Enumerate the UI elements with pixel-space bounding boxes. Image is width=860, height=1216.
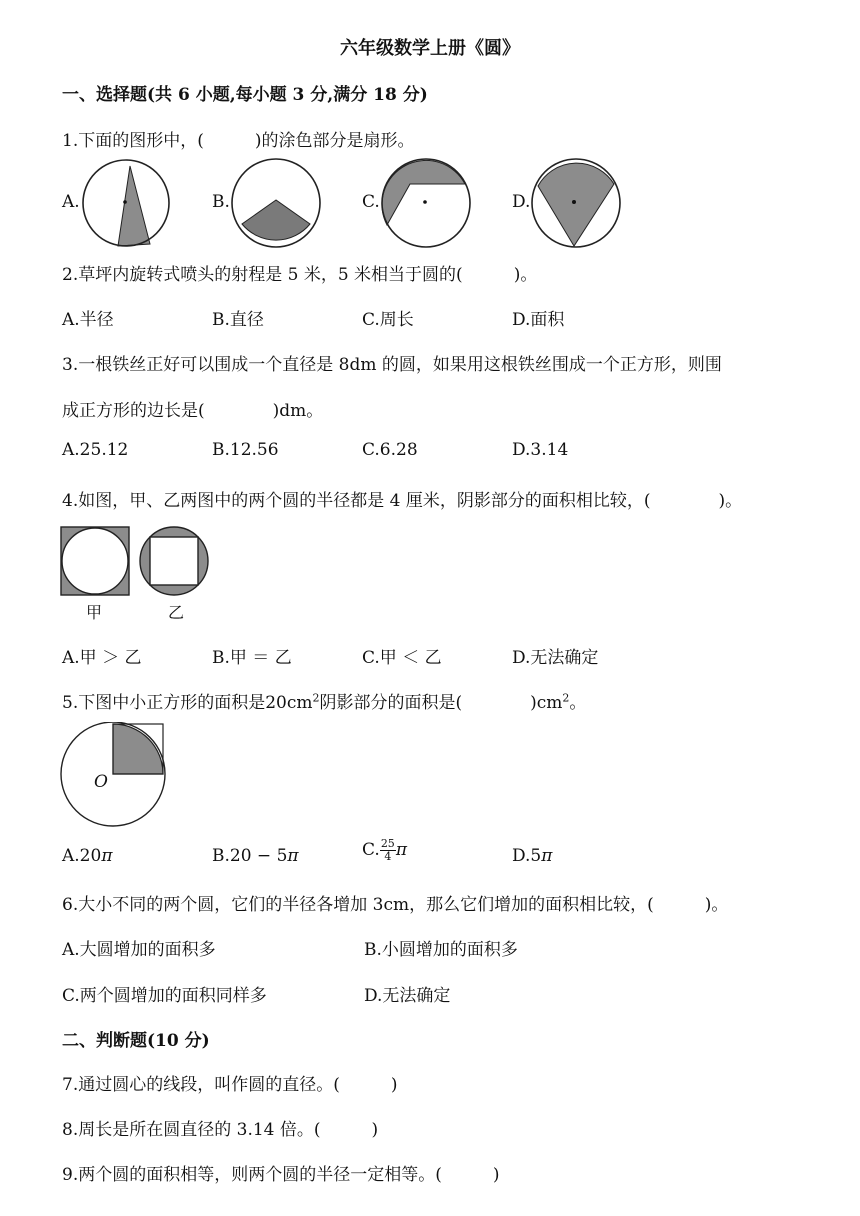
q1-c-shaded-region <box>382 160 465 225</box>
q5-figure <box>58 722 170 834</box>
q5-option-b-pi: π <box>287 846 299 866</box>
q1-d-center-dot <box>572 200 576 204</box>
q1-figure-c <box>380 158 472 250</box>
question-5 <box>62 688 586 713</box>
q5-fraction-numerator: 25 <box>380 837 395 850</box>
q5-fraction-denominator: 4 <box>384 850 392 863</box>
q4-label-jia: 甲 <box>86 603 103 622</box>
section-heading-judgment: 二、判断题(10 分) <box>62 1031 210 1051</box>
q3-option-d: D.3.14 <box>512 440 569 460</box>
q1-figure-b <box>230 158 322 250</box>
q1-label-a: A. <box>62 192 80 212</box>
q2-option-b: B.直径 <box>212 310 264 330</box>
q5-option-c-text: C. <box>362 840 380 860</box>
question-4: 4.如图，甲、乙两图中的两个圆的半径都是 4 厘米，阴影部分的面积相比较，( )。 <box>62 491 743 511</box>
q1-label-d: D. <box>512 192 531 212</box>
question-3-line-2: 成正方形的边长是( )dm。 <box>62 401 324 421</box>
question-3-line-1: 3.一根铁丝正好可以围成一个直径是 8dm 的圆，如果用这根铁丝围成一个正方形，则围 <box>62 355 722 375</box>
q2-option-c: C.周长 <box>362 310 414 330</box>
q6-option-b: B.小圆增加的面积多 <box>364 940 518 960</box>
q5-text-mid: 阴影部分的面积是( )cm <box>319 693 563 713</box>
q5-option-b-text: B.20 − 5 <box>212 846 288 866</box>
q4-jia-circle <box>62 528 128 594</box>
q2-option-a: A.半径 <box>62 310 114 330</box>
q6-option-c: C.两个圆增加的面积同样多 <box>62 986 267 1006</box>
q1-label-c: C. <box>362 192 380 212</box>
q5-option-b <box>212 846 299 866</box>
q1-d-shaded-region <box>538 163 614 246</box>
q5-shaded-quarter <box>113 724 163 774</box>
q2-option-d: D.面积 <box>512 310 565 330</box>
q1-c-center-dot <box>423 200 427 204</box>
q5-sup-1: 2 <box>312 691 320 705</box>
q1-figure-a <box>80 158 172 250</box>
section-heading-choice: 一、选择题(共 6 小题,每小题 3 分,满分 18 分) <box>62 85 428 105</box>
question-8: 8.周长是所在圆直径的 3.14 倍。( ) <box>62 1120 379 1140</box>
q5-option-d <box>512 846 552 866</box>
q6-option-d: D.无法确定 <box>364 986 451 1006</box>
q5-sup-2: 2 <box>562 691 570 705</box>
question-9: 9.两个圆的面积相等，则两个圆的半径一定相等。( ) <box>62 1165 500 1185</box>
q5-option-c-pi: π <box>395 840 407 860</box>
q4-option-a: A.甲 ＞ 乙 <box>62 648 142 668</box>
page-title: 六年级数学上册《圆》 <box>340 38 520 59</box>
q1-b-shaded-region <box>242 200 310 240</box>
question-7: 7.通过圆心的线段，叫作圆的直径。( ) <box>62 1075 398 1095</box>
q5-option-a <box>62 846 113 866</box>
q4-option-c: C.甲 ＜ 乙 <box>362 648 442 668</box>
q4-label-yi: 乙 <box>168 603 185 622</box>
q6-option-a: A.大圆增加的面积多 <box>62 940 216 960</box>
q1-a-center-dot <box>123 200 127 204</box>
q5-text-prefix: 5.下图中小正方形的面积是20cm <box>62 693 313 713</box>
q1-a-shaded-region <box>118 166 150 246</box>
q5-option-d-text: D.5 <box>512 846 542 866</box>
q3-option-c: C.6.28 <box>362 440 418 460</box>
q4-figure-yi <box>138 526 210 598</box>
question-6: 6.大小不同的两个圆，它们的半径各增加 3cm，那么它们增加的面积相比较，( )。 <box>62 895 729 915</box>
q4-option-d: D.无法确定 <box>512 648 599 668</box>
q5-option-d-pi: π <box>541 846 553 866</box>
q5-option-c-fraction <box>380 838 396 863</box>
q4-option-b: B.甲 ＝ 乙 <box>212 648 292 668</box>
q5-option-a-pi: π <box>101 846 113 866</box>
q3-option-b: B.12.56 <box>212 440 279 460</box>
q4-yi-square <box>150 537 198 585</box>
q5-text-end: 。 <box>569 693 587 713</box>
q1-label-b: B. <box>212 192 230 212</box>
q5-option-c <box>362 838 407 863</box>
question-1: 1.下面的图形中，( )的涂色部分是扇形。 <box>62 131 415 151</box>
q5-center-label: O <box>94 772 108 792</box>
q3-option-a: A.25.12 <box>62 440 129 460</box>
q1-figure-d <box>530 158 622 250</box>
q4-figure-jia <box>60 526 132 598</box>
q5-option-a-text: A.20 <box>62 846 102 866</box>
question-2: 2.草坪内旋转式喷头的射程是 5 米，5 米相当于圆的( )。 <box>62 265 538 285</box>
